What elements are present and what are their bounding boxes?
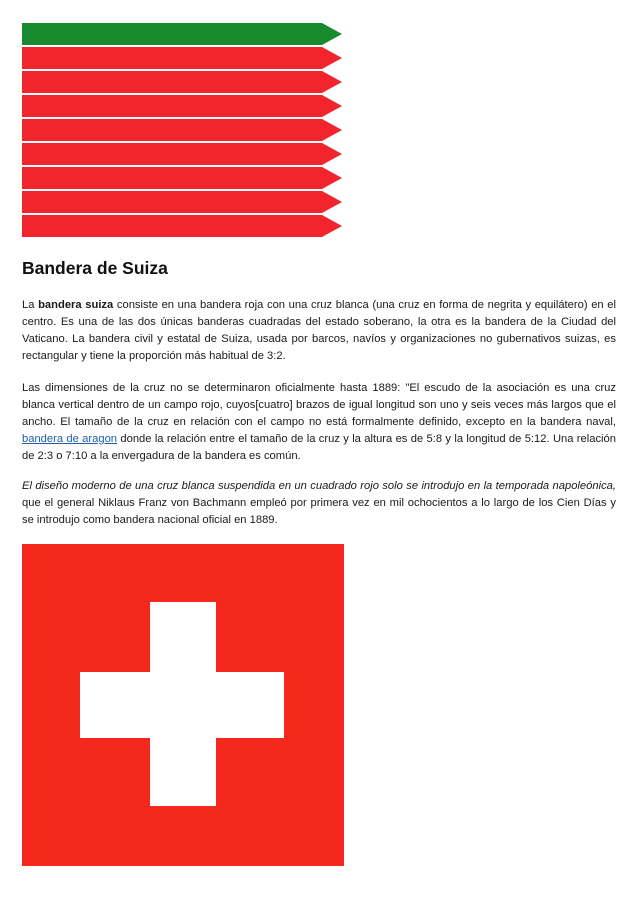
cross-horizontal-bar bbox=[80, 672, 284, 738]
stripe-red bbox=[22, 47, 342, 69]
paragraph-intro bbox=[22, 297, 616, 365]
aragon-flag-link[interactable]: bandera de aragon bbox=[22, 433, 118, 445]
stripe-green bbox=[22, 23, 342, 45]
p3-post: que el general Niklaus Franz von Bachmann empleó por primera vez en mil ochocientos a lo largo de los Cien Días y se introdujo como bandera nacional oficial en 1889. bbox=[22, 497, 616, 526]
p1-post: consiste en una bandera roja con una cruz blanca (una cruz en forma de negrita y equilátero) en el centro. Es una de las dos únicas banderas cuadradas del estado soberano, la otra es la bandera de la Ciudad del Vaticano. La bandera civil y estatal de Suiza, usada por barcos, navíos y organizaciones no gubernativos suizas, es rectangular y tiene la proporción más habitual de 3:2. bbox=[22, 299, 616, 362]
striped-arrow-flag-image bbox=[22, 22, 342, 238]
stripe-red bbox=[22, 167, 342, 189]
swiss-flag-image bbox=[22, 544, 344, 866]
page-title: Bandera de Suiza bbox=[22, 258, 168, 278]
p1-pre: La bbox=[22, 299, 39, 311]
stripe-red bbox=[22, 119, 342, 141]
paragraph-history bbox=[22, 478, 616, 529]
stripe-red bbox=[22, 71, 342, 93]
bold-term: bandera suiza bbox=[38, 299, 114, 311]
p2-post: donde la relación entre el tamaño de la cruz y la altura es de 5:8 y la longitud de 5:12. Una relación de 2:3 o 7:10 a la envergadura de la bandera es común. bbox=[22, 433, 616, 462]
stripe-red bbox=[22, 215, 342, 237]
p3-italic: El diseño moderno de una cruz blanca suspendida en un cuadrado rojo solo se introdujo en la temporada napoleónica, bbox=[22, 480, 616, 492]
stripe-red bbox=[22, 191, 342, 213]
paragraph-dimensions bbox=[22, 380, 616, 465]
p2-pre: Las dimensiones de la cruz no se determinaron oficialmente hasta 1889: "El escudo de la asociación es una cruz blanca vertical dentro de un campo rojo, cuyos[cuatro] brazos de igual longitud son uno y seis veces más largos que el ancho. El tamaño de la cruz en relación con el campo no está formalmente definido, excepto en la bandera naval, bbox=[22, 382, 616, 428]
stripe-red bbox=[22, 143, 342, 165]
stripe-red bbox=[22, 95, 342, 117]
